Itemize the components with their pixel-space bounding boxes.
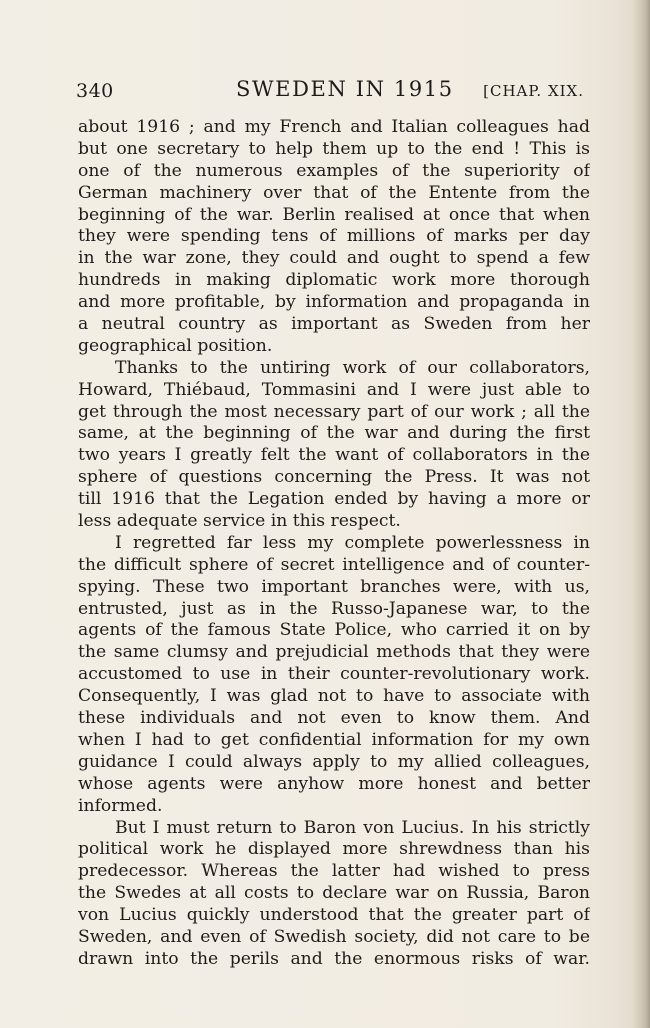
- body-text: [78, 117, 590, 971]
- text-line: they were spending tens of millions of marks per day: [78, 226, 590, 247]
- text-line: two years I greatly felt the want of collaborators in the: [78, 445, 590, 466]
- text-line: till 1916 that the Legation ended by having a more or: [78, 489, 590, 510]
- text-line: German machinery over that of the Entente from the: [78, 182, 590, 203]
- chapter-label: [CHAP. XIX.: [483, 82, 584, 100]
- page-edge-shadow: [632, 0, 650, 1028]
- text-line: about 1916 ; and my French and Italian colleagues had: [78, 117, 590, 137]
- text-line: Thanks to the untiring work of our collaborators,: [115, 357, 590, 378]
- text-line: one of the numerous examples of the superiority of: [78, 160, 590, 181]
- text-line: Howard, Thiébaud, Tommasini and I were just able to: [78, 379, 590, 400]
- text-line: geographical position.: [78, 335, 273, 356]
- text-line: these individuals and not even to know them. And: [78, 708, 590, 729]
- running-header: [76, 77, 584, 107]
- text-line: hundreds in making diplomatic work more thorough: [78, 270, 590, 291]
- text-line: spying. These two important branches were, with us,: [78, 576, 590, 597]
- text-line: a neutral country as important as Sweden from her: [78, 314, 590, 335]
- running-title: SWEDEN IN 1915: [236, 77, 454, 101]
- text-line: von Lucius quickly understood that the greater part of: [78, 905, 590, 926]
- text-line: predecessor. Whereas the latter had wished to press: [78, 861, 590, 882]
- page-number: 340: [76, 80, 114, 102]
- text-line: But I must return to Baron von Lucius. In his strictly: [115, 817, 590, 838]
- text-line: same, at the beginning of the war and during the first: [78, 423, 590, 444]
- text-line: when I had to get confidential information for my own: [78, 729, 590, 750]
- text-line: whose agents were anyhow more honest and better: [78, 773, 590, 794]
- text-line: but one secretary to help them up to the end ! This is: [78, 138, 590, 159]
- text-line: the same clumsy and prejudicial methods that they were: [78, 642, 590, 663]
- text-line: entrusted, just as in the Russo-Japanese war, to the: [78, 598, 590, 619]
- text-line: in the war zone, they could and ought to spend a few: [78, 248, 590, 269]
- text-line: beginning of the war. Berlin realised at once that when: [78, 204, 590, 225]
- text-line: guidance I could always apply to my allied colleagues,: [78, 751, 590, 772]
- text-line: political work he displayed more shrewdness than his: [78, 839, 590, 860]
- text-line: Consequently, I was glad not to have to associate with: [78, 686, 590, 707]
- text-line: accustomed to use in their counter-revolutionary work.: [78, 664, 590, 685]
- text-line: the Swedes at all costs to declare war on Russia, Baron: [78, 883, 590, 904]
- text-line: informed.: [78, 795, 163, 816]
- text-line: agents of the famous State Police, who carried it on by: [78, 620, 590, 641]
- text-line: I regretted far less my complete powerlessness in: [115, 532, 590, 553]
- text-line: sphere of questions concerning the Press. It was not: [78, 467, 590, 488]
- text-line: get through the most necessary part of our work ; all the: [78, 401, 590, 422]
- text-line: less adequate service in this respect.: [78, 511, 401, 532]
- text-line: drawn into the perils and the enormous risks of war.: [78, 948, 590, 969]
- text-line: the difficult sphere of secret intelligence and of counter-: [78, 554, 590, 575]
- text-line: Sweden, and even of Swedish society, did not care to be: [78, 926, 590, 947]
- text-line: and more profitable, by information and propaganda in: [78, 292, 590, 313]
